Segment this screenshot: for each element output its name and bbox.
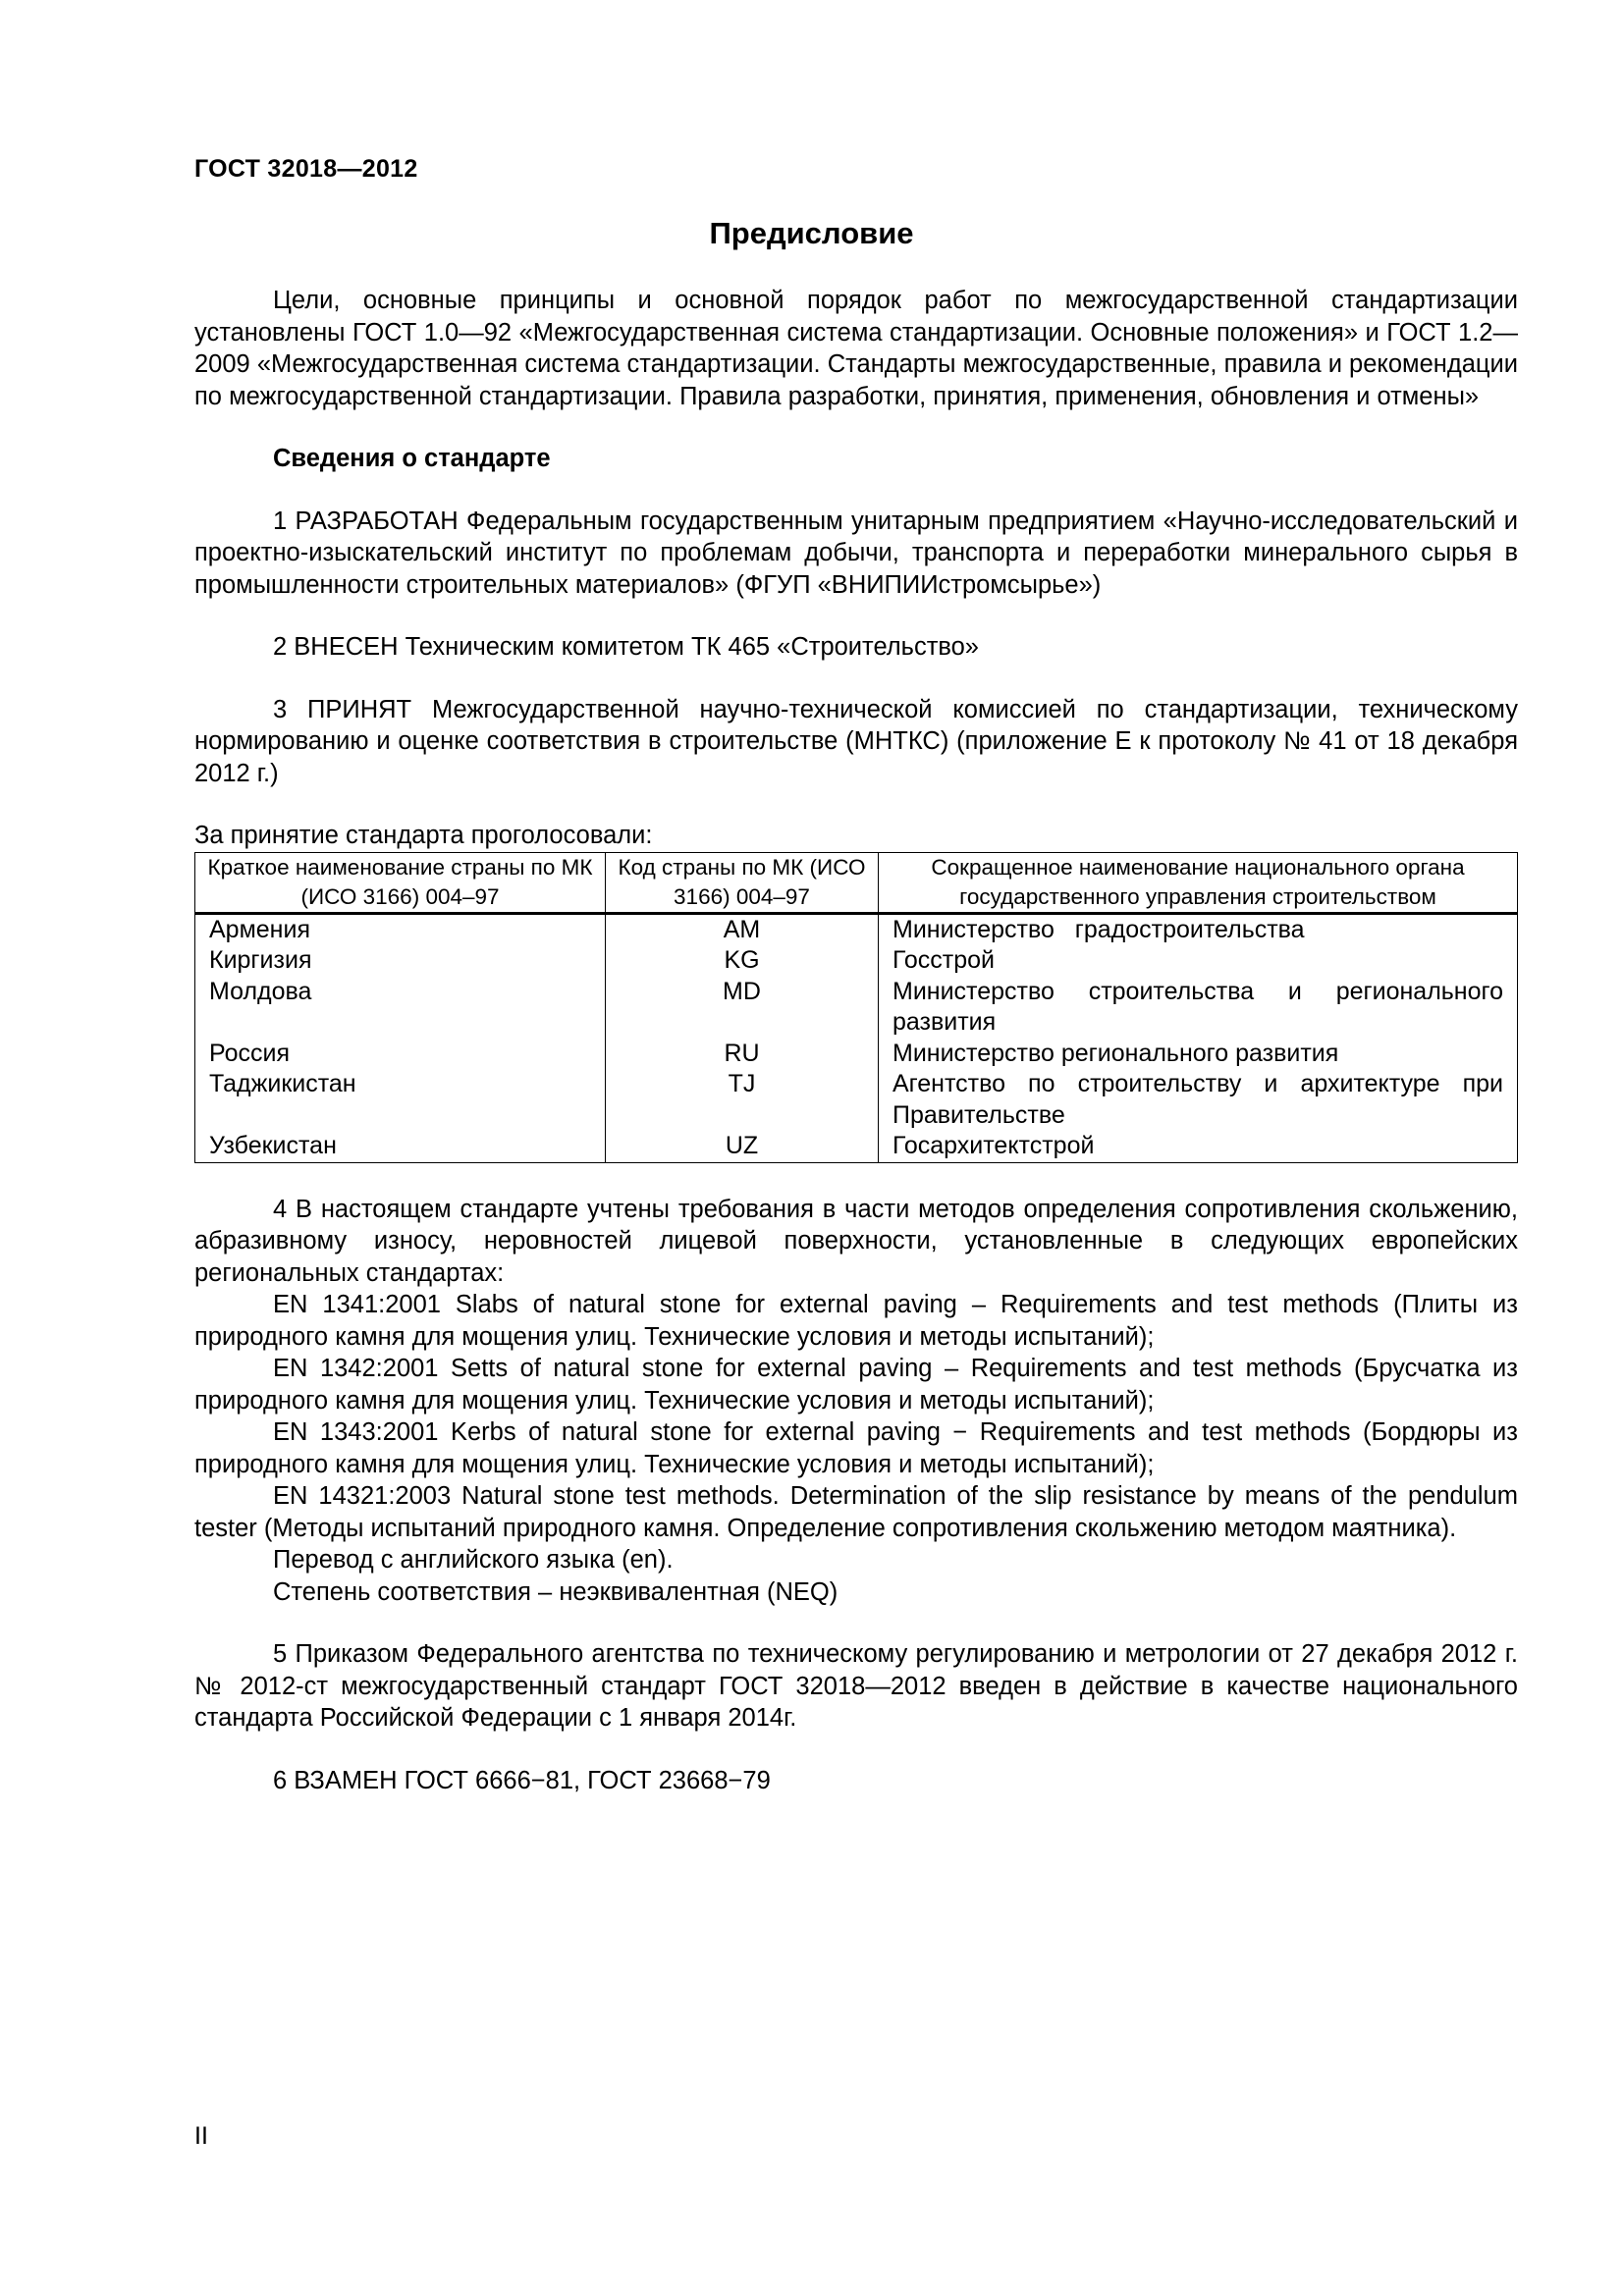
country-cell: Узбекистан — [195, 1131, 606, 1162]
table-row — [195, 1069, 1518, 1131]
organ-cell: Министерство регионального развития — [879, 1039, 1518, 1070]
organ-cell: Агентство по строительству и архитектуре при Правительстве — [879, 1069, 1518, 1131]
code-cell: MD — [606, 977, 879, 1039]
country-cell: Россия — [195, 1039, 606, 1070]
table-row — [195, 913, 1518, 945]
code-cell: AM — [606, 913, 879, 945]
table-row — [195, 1039, 1518, 1070]
column-header-country: Краткое наименование страны по МК (ИСО 3166) 004–97 — [195, 852, 606, 913]
organ-cell: Министерство градостроительства — [879, 913, 1518, 945]
item-2-introduced: 2 ВНЕСЕН Техническим комитетом ТК 465 «Строительство» — [273, 633, 979, 661]
column-header-code: Код страны по МК (ИСО 3166) 004–97 — [606, 852, 879, 913]
item-6-replaces: 6 ВЗАМЕН ГОСТ 6666−81, ГОСТ 23668−79 — [273, 1766, 771, 1794]
code-cell: UZ — [606, 1131, 879, 1162]
info-heading: Сведения о стандарте — [273, 445, 551, 472]
item-4-ref-en1341: EN 1341:2001 Slabs of natural stone for external paving – Requirements and test methods (Плиты из природного камня для мощения улиц. Технические условия и методы испытаний); — [194, 1291, 1518, 1351]
table-row — [195, 1131, 1518, 1162]
section-title: Предисловие — [709, 216, 914, 250]
intro-paragraph: Цели, основные принципы и основной порядок работ по межгосударственной стандартизации установлены ГОСТ 1.0—92 «Межгосударственная система стандартизации. Основные положения» и ГОСТ 1.2—2009 «Межгосударственная система стандартизации. Стандарты межгосударственные, правила и рекомендации по межгосударственной стандартизации. Правила разработки, принятия, применения, обновления и отмены» — [194, 287, 1518, 410]
organ-cell: Госстрой — [879, 945, 1518, 977]
table-header-row — [195, 852, 1518, 913]
vote-table-caption: За принятие стандарта проголосовали: — [194, 822, 653, 849]
table-row — [195, 977, 1518, 1039]
voting-countries-table — [194, 852, 1518, 1163]
item-5-order: 5 Приказом Федерального агентства по техническому регулированию и метрологии от 27 декабря 2012 г. № 2012-ст межгосударственный стандарт ГОСТ 32018—2012 введен в действие в качестве национального стандарта Российской Федерации с 1 января 2014г. — [194, 1640, 1518, 1732]
code-cell: TJ — [606, 1069, 879, 1131]
item-4-translation: Перевод с английского языка (en). — [273, 1546, 674, 1574]
item-4-ref-en14321: EN 14321:2003 Natural stone test methods. Determination of the slip resistance by means of the pendulum tester (Методы испытаний природного камня. Определение сопротивления скольжению методом маятника). — [194, 1482, 1518, 1542]
code-cell: KG — [606, 945, 879, 977]
country-cell: Молдова — [195, 977, 606, 1039]
item-4-ref-en1342: EN 1342:2001 Setts of natural stone for external paving – Requirements and test methods (Брусчатка из природного камня для мощения улиц. Технические условия и методы испытаний); — [194, 1355, 1518, 1415]
document-body — [194, 285, 1518, 1796]
item-4-ref-en1343: EN 1343:2001 Kerbs of natural stone for external paving − Requirements and test methods (Бордюры из природного камня для мощения улиц. Технические условия и методы испытаний); — [194, 1418, 1518, 1478]
organ-cell: Госархитектстрой — [879, 1131, 1518, 1162]
standard-code-header: ГОСТ 32018—2012 — [194, 155, 418, 183]
item-4-degree: Степень соответствия – неэквивалентная (NEQ) — [273, 1577, 839, 1606]
code-cell: RU — [606, 1039, 879, 1070]
item-1-developed: 1 РАЗРАБОТАН Федеральным государственным унитарным предприятием «Научно-исследовательский и проектно-изыскательский институт по проблемам добычи, транспорта и переработки минерального сырья в промышленности строительных материалов» (ФГУП «ВНИПИИстромсырье») — [194, 507, 1518, 599]
country-cell: Киргизия — [195, 945, 606, 977]
item-4-lead: 4 В настоящем стандарте учтены требования в части методов определения сопротивления скольжению, абразивному износу, неровностей лицевой поверхности, установленные в следующих европейских региональных стандартах: — [194, 1195, 1518, 1287]
country-cell: Таджикистан — [195, 1069, 606, 1131]
organ-cell: Министерство строительства и регионального развития — [879, 977, 1518, 1039]
item-3-adopted: 3 ПРИНЯТ Межгосударственной научно-технической комиссией по стандартизации, техническому нормированию и оценке соответствия в строительстве (МНТКС) (приложение Е к протоколу № 41 от 18 декабря 2012 г.) — [194, 695, 1518, 787]
column-header-organ: Сокращенное наименование национального органа государственного управления строительством — [879, 852, 1518, 913]
table-row — [195, 945, 1518, 977]
page-number: II — [194, 2122, 208, 2150]
country-cell: Армения — [195, 913, 606, 945]
